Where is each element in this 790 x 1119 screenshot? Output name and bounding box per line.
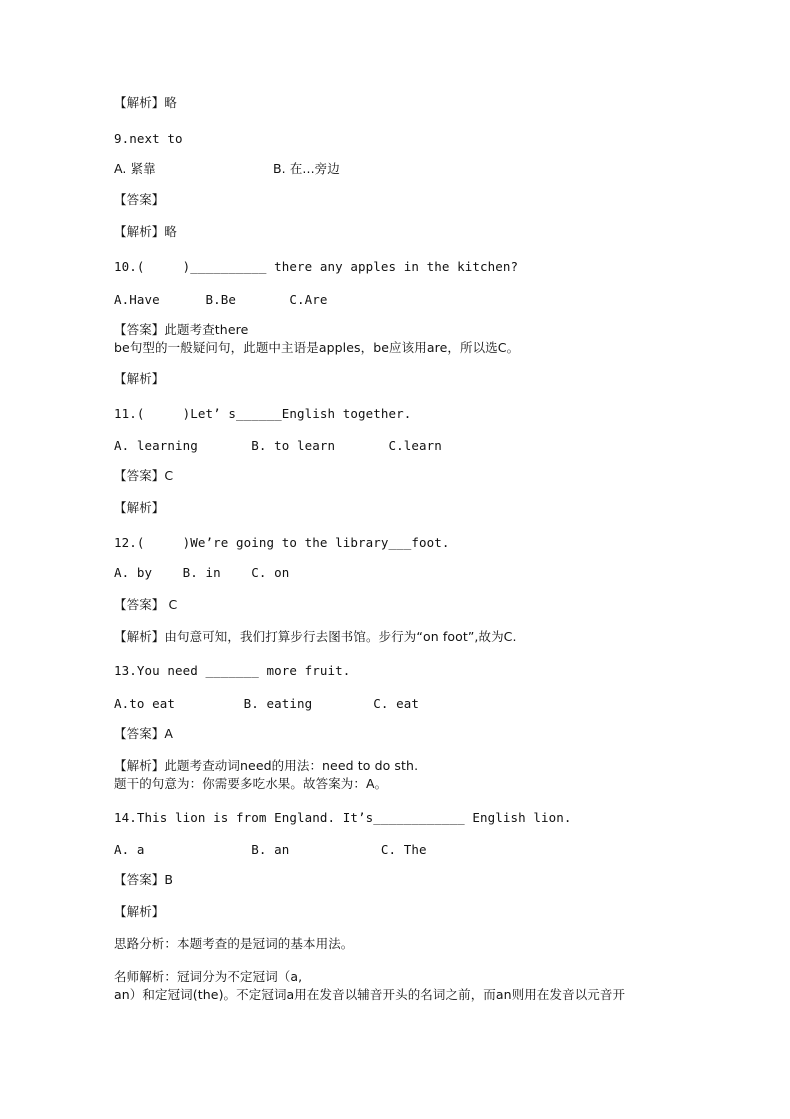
answer-14: 【答案】B (114, 872, 174, 887)
answer-11: 【答案】C (114, 468, 174, 483)
question-10: 10.( )__________ there any apples in the kitchen? (114, 259, 519, 274)
answer-10-line-1: 【答案】此题考查there (114, 322, 249, 337)
analysis-13-line-1: 【解析】此题考查动词need的用法：need to do sth. (114, 758, 419, 773)
question-11: 11.( )Let’ s______English together. (114, 406, 412, 421)
analysis-8: 【解析】略 (114, 95, 178, 110)
question-11-options: A. learning B. to learn C.learn (114, 438, 442, 453)
question-9-option-a: A. 紧靠 (114, 161, 156, 176)
question-13-options: A.to eat B. eating C. eat (114, 696, 420, 711)
question-13: 13.You need _______ more fruit. (114, 663, 351, 678)
question-12: 12.( )We’re going to the library___foot. (114, 535, 450, 550)
answer-13: 【答案】A (114, 726, 174, 741)
analysis-10: 【解析】 (114, 371, 165, 386)
question-14: 14.This lion is from England. It’s____________ English lion. (114, 810, 572, 825)
question-10-options: A.Have B.Be C.Are (114, 292, 328, 307)
question-9: 9.next to (114, 131, 183, 146)
approach-analysis: 思路分析：本题考查的是冠词的基本用法。 (114, 936, 354, 951)
analysis-12: 【解析】由句意可知，我们打算步行去图书馆。步行为“on foot”,故为C. (114, 629, 517, 644)
teacher-analysis-line-2: an）和定冠词(the)。不定冠词a用在发音以辅音开头的名词之前，而an则用在发音以元音开 (114, 987, 626, 1002)
question-14-options: A. a B. an C. The (114, 842, 427, 857)
answer-10-line-2: be句型的一般疑问句，此题中主语是apples，be应该用are，所以选C。 (114, 340, 520, 355)
question-12-options: A. by B. in C. on (114, 565, 290, 580)
analysis-14: 【解析】 (114, 904, 165, 919)
analysis-9: 【解析】略 (114, 224, 178, 239)
analysis-11: 【解析】 (114, 500, 165, 515)
question-9-option-b: B. 在...旁边 (273, 161, 340, 176)
analysis-13-line-2: 题干的句意为：你需要多吃水果。故答案为：A。 (114, 776, 388, 791)
teacher-analysis-line-1: 名师解析：冠词分为不定冠词（a, (114, 969, 303, 984)
answer-9: 【答案】 (114, 192, 165, 207)
answer-12: 【答案】 C (114, 597, 178, 612)
